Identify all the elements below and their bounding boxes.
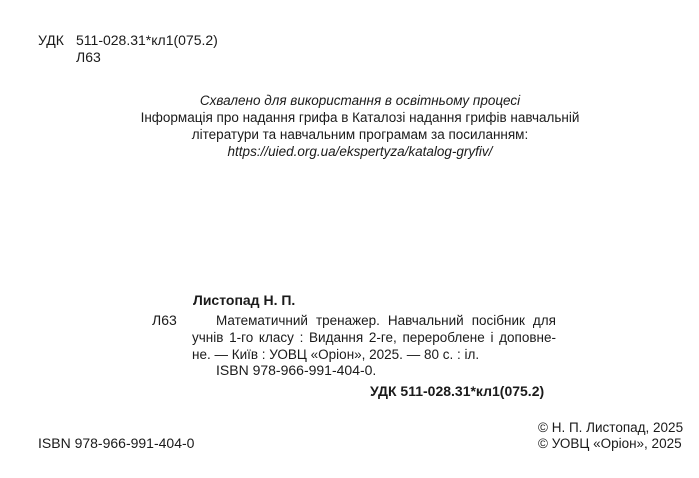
udk-top-code: 511-028.31*кл1(075.2) xyxy=(76,32,218,48)
catalog-udk: УДК 511-028.31*кл1(075.2) xyxy=(370,383,545,399)
approval-line: літератури та навчальним програмам за посиланням: xyxy=(191,127,529,142)
description-line: Математичний тренажер. Навчальний посібник для xyxy=(216,313,556,328)
catalog-isbn: ISBN 978-966-991-404-0. xyxy=(216,362,377,378)
description-line: не. — Київ : УОВЦ «Оріон», 2025. — 80 с. : іл. xyxy=(192,347,480,362)
approval-url: https://uied.org.ua/ekspertyza/katalog-gryfiv/ xyxy=(227,144,493,159)
catalog-sign: Л63 xyxy=(152,312,177,328)
approval-line: Схвалено для використання в освітньому процесі xyxy=(199,93,521,108)
description-line: учнів 1-го класу : Видання 2-ге, перероблене і доповне- xyxy=(192,330,556,345)
catalog-description xyxy=(192,312,556,363)
copyright-publisher: © УОВЦ «Оріон», 2025 xyxy=(538,436,682,451)
footer-isbn: ISBN 978-966-991-404-0 xyxy=(38,435,195,451)
approval-line: Інформація про надання грифа в Каталозі надання грифів навчальній xyxy=(140,110,580,125)
approval-block xyxy=(100,92,620,160)
udk-top-label: УДК xyxy=(38,32,64,48)
catalog-author: Листопад Н. П. xyxy=(193,292,296,308)
copyright-author: © Н. П. Листопад, 2025 xyxy=(538,420,684,435)
author-sign-top: Л63 xyxy=(76,49,101,65)
